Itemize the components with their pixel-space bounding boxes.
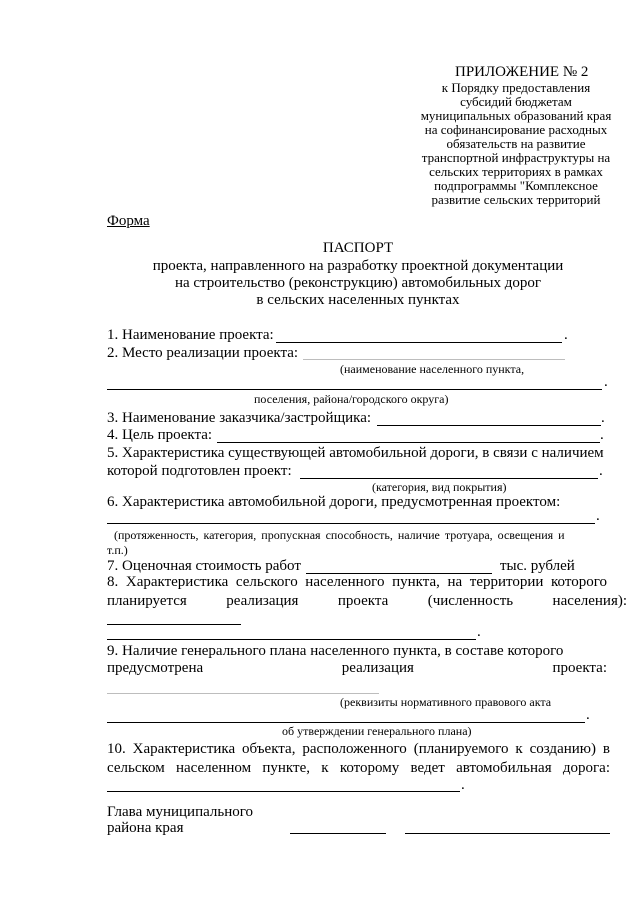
item-5-label: 5. Характеристика существующей автомобильной дороги, в связи с наличием bbox=[107, 445, 604, 461]
item-2-field[interactable] bbox=[303, 359, 565, 360]
item-7-unit: тыс. рублей bbox=[500, 558, 575, 574]
item-1-field[interactable] bbox=[276, 342, 562, 343]
item-2-period: . bbox=[604, 374, 608, 390]
item-2-field-2[interactable] bbox=[107, 389, 602, 390]
appendix-line: сельских территориях в рамках bbox=[429, 164, 603, 179]
item-8-label: 8. Характеристика сельского населенного пункта, на территории которого bbox=[107, 574, 607, 590]
item-6-field[interactable] bbox=[107, 523, 595, 524]
signature-title: Глава муниципального bbox=[107, 804, 254, 820]
appendix-line: субсидий бюджетам bbox=[460, 94, 572, 109]
appendix-line: подпрограммы "Комплексное bbox=[434, 178, 598, 193]
item-9-field[interactable] bbox=[107, 693, 379, 694]
passport-subtitle: в сельских населенных пунктах bbox=[256, 292, 460, 308]
item-8-field[interactable] bbox=[107, 624, 241, 625]
item-7-label: 7. Оценочная стоимость работ bbox=[107, 558, 301, 574]
item-2-label: 2. Место реализации проекта: bbox=[107, 345, 299, 361]
item-1-label: 1. Наименование проекта: bbox=[107, 327, 274, 343]
passport-subtitle: на строительство (реконструкцию) автомобильных дорог bbox=[174, 275, 542, 291]
item-10-field[interactable] bbox=[107, 791, 460, 792]
item-6-hint: (протяженность, категория, пропускная способность, наличие тротуара, освещения и bbox=[114, 528, 565, 542]
signature-field[interactable] bbox=[290, 833, 386, 834]
passport-subtitle: проекта, направленного на разработку проектной документации bbox=[152, 258, 564, 274]
signature-name-field[interactable] bbox=[405, 833, 610, 834]
item-5-label-2: которой подготовлен проект: bbox=[107, 463, 292, 479]
item-2-hint-2: поселения, района/городского округа) bbox=[254, 392, 449, 406]
appendix-line: муниципальных образований края bbox=[420, 108, 612, 123]
signature-title-2: района края bbox=[107, 820, 184, 836]
item-9-hint-2: об утверждении генерального плана) bbox=[282, 724, 472, 738]
appendix-line: транспортной инфраструктуры на bbox=[421, 150, 611, 165]
item-2-hint: (наименование населенного пункта, bbox=[340, 362, 525, 376]
appendix-line: обязательств на развитие bbox=[446, 136, 586, 151]
appendix-title: ПРИЛОЖЕНИЕ № 2 bbox=[455, 64, 589, 80]
item-6-period: . bbox=[596, 508, 600, 524]
item-8-period: . bbox=[477, 624, 481, 640]
item-3-field[interactable] bbox=[377, 425, 601, 426]
item-3-label: 3. Наименование заказчика/застройщика: bbox=[107, 410, 372, 426]
item-9-label-2: предусмотрена реализация проекта: bbox=[107, 660, 607, 676]
item-6-hint-2: т.п.) bbox=[107, 543, 128, 557]
item-4-label: 4. Цель проекта: bbox=[107, 427, 213, 443]
item-4-period: . bbox=[600, 427, 604, 443]
item-10-label-2: сельском населенном пункте, к которому ведет автомобильная дорога: bbox=[107, 760, 610, 776]
item-5-period: . bbox=[599, 463, 603, 479]
item-5-hint: (категория, вид покрытия) bbox=[372, 480, 507, 494]
item-5-field[interactable] bbox=[300, 478, 598, 479]
item-8-label-2: планируется реализация проекта (численность населения): bbox=[107, 593, 627, 609]
passport-title: ПАСПОРТ bbox=[322, 240, 394, 256]
item-4-field[interactable] bbox=[217, 442, 600, 443]
item-10-period: . bbox=[461, 777, 465, 793]
item-3-period: . bbox=[601, 410, 605, 426]
form-label: Форма bbox=[107, 213, 150, 229]
item-1-period: . bbox=[564, 327, 568, 343]
item-9-period: . bbox=[586, 707, 590, 723]
item-6-label: 6. Характеристика автомобильной дороги, предусмотренная проектом: bbox=[107, 494, 561, 510]
appendix-line: на софинансирование расходных bbox=[424, 122, 608, 137]
appendix-line: к Порядку предоставления bbox=[441, 80, 591, 95]
appendix-line: развитие сельских территорий bbox=[431, 192, 601, 207]
item-9-label: 9. Наличие генерального плана населенного пункта, в составе которого bbox=[107, 643, 564, 659]
item-9-field-2[interactable] bbox=[107, 722, 585, 723]
item-9-hint: (реквизиты нормативного правового акта bbox=[340, 695, 552, 709]
item-10-label: 10. Характеристика объекта, расположенного (планируемого к созданию) в bbox=[107, 741, 610, 757]
item-8-field-2[interactable] bbox=[107, 639, 476, 640]
